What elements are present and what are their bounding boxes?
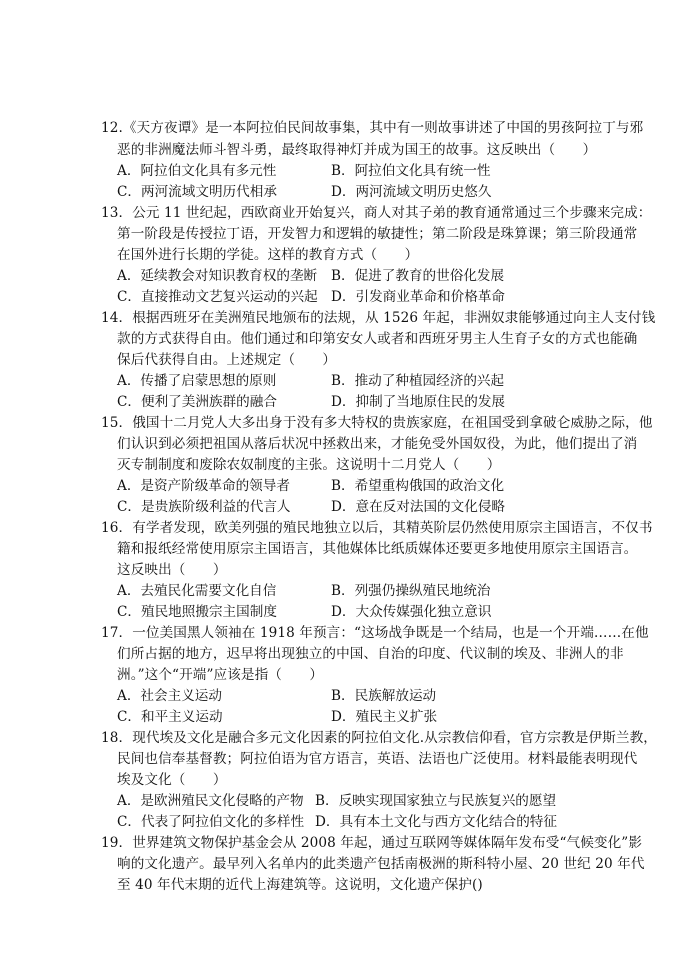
question-stem-line: 12.《天方夜谭》是一本阿拉伯民间故事集，其中有一则故事讲述了中国的男孩阿拉丁与邪 xyxy=(101,120,644,136)
question-stem-line: 18．现代埃及文化是融合多元文化因素的阿拉伯文化.从宗教信仰看，官方宗教是伊斯兰教， xyxy=(101,730,657,746)
option-d: D．抑制了当地原住民的发展 xyxy=(331,394,506,410)
option-a: A．是欧洲殖民文化侵略的产物 xyxy=(117,793,304,809)
question-stem-line: 至 40 年代末期的近代上海建筑等。这说明，文化遗产保护() xyxy=(117,877,483,893)
option-a: A．阿拉伯文化具有多元性 xyxy=(117,163,277,179)
option-a: A．是资产阶级革命的领导者 xyxy=(117,478,290,494)
option-d: D．意在反对法国的文化侵略 xyxy=(331,499,506,515)
question-stem-line: 16．有学者发现，欧美列强的殖民地独立以后，其精英阶层仍然使用原宗主国语言，不仅书 xyxy=(101,520,653,536)
option-c: C．代表了阿拉伯文化的多样性 xyxy=(117,814,305,830)
option-b: B．促进了教育的世俗化发展 xyxy=(331,268,505,284)
option-c: C．便利了美洲族群的融合 xyxy=(117,394,277,410)
option-c: C．两河流域文明历代相承 xyxy=(117,184,277,200)
option-d: D．大众传媒强化独立意识 xyxy=(331,604,492,620)
option-b: B．阿拉伯文化具有统一性 xyxy=(331,163,491,179)
question-stem-line: 17．一位美国黑人领袖在 1918 年预言：“这场战争既是一个结局，也是一个开端……在他 xyxy=(101,625,649,641)
question-stem-line: 们认识到必须把祖国从落后状况中拯救出来，才能免受外国奴役，为此，他们提出了消 xyxy=(117,436,638,452)
question-stem-line: 15．俄国十二月党人大多出身于没有多大特权的贵族家庭，在祖国受到拿破仑威胁之际，他 xyxy=(101,415,653,431)
question-stem-line: 民间也信奉基督教；阿拉伯语为官方语言，英语、法语也广泛使用。材料最能表明现代 xyxy=(117,751,638,767)
option-d: D．殖民主义扩张 xyxy=(331,709,438,725)
question-stem-line: 13．公元 11 世纪起，西欧商业开始复兴，商人对其子弟的教育通常通过三个步骤来完成： xyxy=(101,205,652,221)
question-stem-line: 埃及文化（ ） xyxy=(117,772,227,788)
question-stem-line: 们所占据的地方，迟早将出现独立的中国、自治的印度、代议制的埃及、非洲人的非 xyxy=(117,646,624,662)
question-stem-line: 灭专制制度和废除农奴制度的主张。这说明十二月党人（ ） xyxy=(117,457,501,473)
question-stem-line: 响的文化遗产。最早列入名单内的此类遗产包括南极洲的斯科特小屋、20 世纪 20 年代 xyxy=(117,856,645,872)
option-d: D．引发商业革命和价格革命 xyxy=(331,289,506,305)
option-c: C．直接推动文艺复兴运动的兴起 xyxy=(117,289,318,305)
option-b: B．列强仍操纵殖民地统治 xyxy=(331,583,491,599)
question-stem-line: 14．根据西班牙在美洲殖民地颁布的法规，从 1526 年起，非洲奴隶能够通过向主人支付钱 xyxy=(101,310,656,326)
question-stem-line: 籍和报纸经常使用原宗主国语言，其他媒体比纸质媒体还要更多地使用原宗主国语言。 xyxy=(117,541,638,557)
option-c: C．是贵族阶级利益的代言人 xyxy=(117,499,291,515)
question-stem-line: 在国外进行长期的学徒。这样的教育方式（ ） xyxy=(117,247,419,263)
option-b: B．反映实现国家独立与民族复兴的愿望 xyxy=(315,793,557,809)
option-a: A．去殖民化需要文化自信 xyxy=(117,583,277,599)
option-d: D．两河流域文明历史悠久 xyxy=(331,184,492,200)
option-a: A．社会主义运动 xyxy=(117,688,222,704)
question-stem-line: 第一阶段是传授拉丁语，开发智力和逻辑的敏捷性；第二阶段是珠算课；第三阶段通常 xyxy=(117,226,638,242)
question-stem-line: 19．世界建筑文物保护基金会从 2008 年起，通过互联网等媒体隔年发布受“气候变化”影 xyxy=(101,835,643,851)
option-b: B．推动了种植园经济的兴起 xyxy=(331,373,505,389)
option-b: B．希望重构俄国的政治文化 xyxy=(331,478,505,494)
option-a: A．延续教会对知识教育权的垄断 xyxy=(117,268,318,284)
question-stem-line: 这反映出（ ） xyxy=(117,562,227,578)
option-a: A．传播了启蒙思想的原则 xyxy=(117,373,277,389)
question-stem-line: 恶的非洲魔法师斗智斗勇，最终取得神灯并成为国王的故事。这反映出（ ） xyxy=(117,142,597,158)
question-stem-line: 洲。”这个“开端”应该是指（ ） xyxy=(117,667,324,683)
question-stem-line: 款的方式获得自由。他们通过和印第安女人或者和西班牙男主人生育子女的方式也能确 xyxy=(117,331,638,347)
option-c: C．和平主义运动 xyxy=(117,709,223,725)
option-c: C．殖民地照搬宗主国制度 xyxy=(117,604,277,620)
question-stem-line: 保后代获得自由。上述规定（ ） xyxy=(117,352,337,368)
option-d: D．具有本土文化与西方文化结合的特征 xyxy=(315,814,557,830)
option-b: B．民族解放运动 xyxy=(331,688,437,704)
